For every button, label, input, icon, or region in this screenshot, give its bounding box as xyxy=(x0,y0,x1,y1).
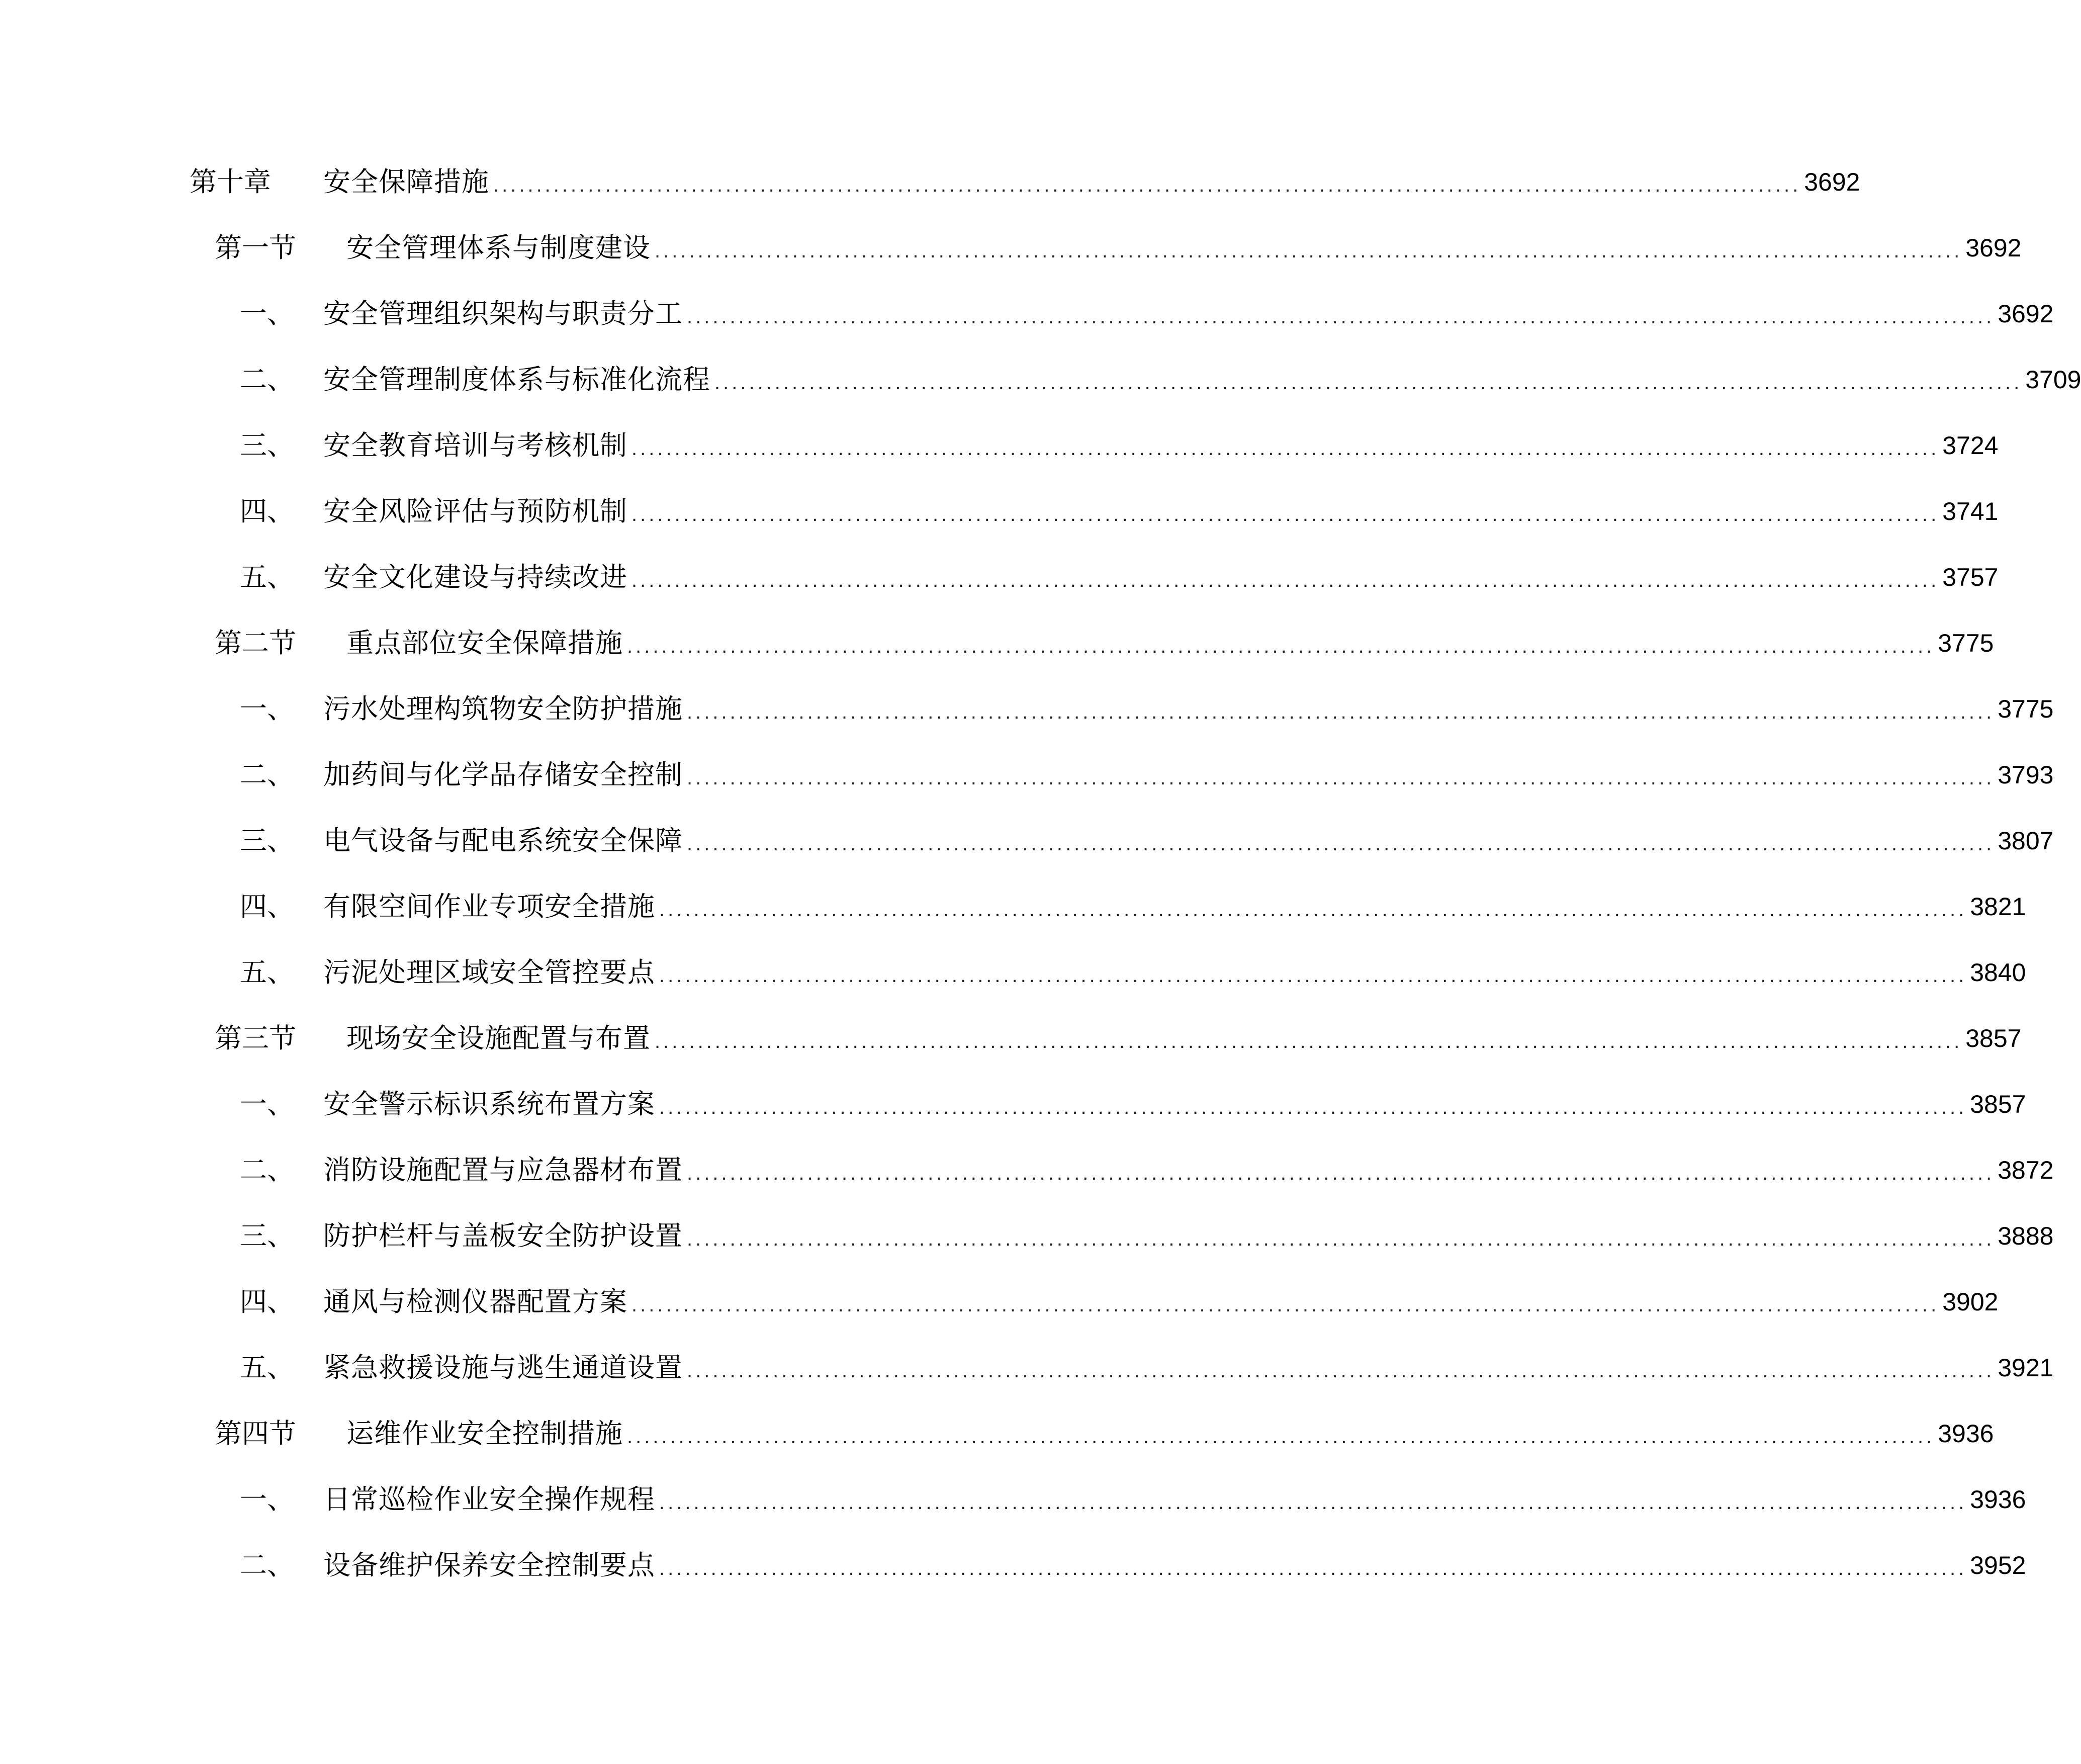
toc-leader-dots: ........................................................................................................................................................ xyxy=(714,372,2023,394)
toc-leader-dots: ........................................................................................................................................................ xyxy=(687,767,1995,789)
toc-entry-number: 三、 xyxy=(240,429,294,461)
toc-entry-item[interactable] xyxy=(240,947,2026,998)
toc-entry-title: 紧急救援设施与逃生通道设置 xyxy=(323,1352,683,1383)
toc-entry-title: 安全警示标识系统布置方案 xyxy=(323,1088,655,1120)
toc-leader-dots: ........................................................................................................................................................ xyxy=(631,437,1940,460)
toc-entry-page: 3872 xyxy=(1998,1156,2054,1184)
toc-leader-dots: ........................................................................................................................................................ xyxy=(493,174,1801,196)
toc-entry-item[interactable] xyxy=(240,420,1999,471)
toc-entry-number: 一、 xyxy=(240,693,294,725)
toc-entry-title: 有限空间作业专项安全措施 xyxy=(323,891,655,922)
toc-entry-number: 一、 xyxy=(240,1088,294,1120)
toc-entry-number: 一、 xyxy=(240,298,294,329)
toc-entry-number: 三、 xyxy=(240,825,294,856)
toc-entry-item[interactable] xyxy=(240,1343,2054,1393)
toc-leader-dots: ........................................................................................................................................................ xyxy=(627,635,1935,657)
toc-entry-title: 安全管理制度体系与标准化流程 xyxy=(323,364,710,395)
toc-entry-title: 安全文化建设与持续改进 xyxy=(323,561,627,593)
toc-entry-title: 防护栏杆与盖板安全防护设置 xyxy=(323,1220,683,1252)
toc-leader-dots: ........................................................................................................................................................ xyxy=(687,701,1995,723)
toc-entry-number: 四、 xyxy=(240,1286,294,1317)
toc-entry-item[interactable] xyxy=(240,1540,2026,1591)
toc-leader-dots: ........................................................................................................................................................ xyxy=(659,964,1967,987)
toc-entry-item[interactable] xyxy=(240,1145,2054,1195)
toc-entry-number: 三、 xyxy=(240,1220,294,1252)
toc-entry-page: 3724 xyxy=(1942,431,1999,460)
toc-leader-dots: ........................................................................................................................................................ xyxy=(631,569,1940,591)
toc-leader-dots: ........................................................................................................................................................ xyxy=(631,1294,1940,1316)
toc-entry-item[interactable] xyxy=(240,1474,2026,1525)
toc-entry-title: 电气设备与配电系统安全保障 xyxy=(323,825,683,856)
toc-entry-title: 消防设施配置与应急器材布置 xyxy=(323,1154,683,1186)
toc-entry-section-1[interactable] xyxy=(215,223,2022,273)
toc-entry-number: 五、 xyxy=(240,561,294,593)
toc-leader-dots: ........................................................................................................................................................ xyxy=(659,899,1967,921)
toc-entry-chapter-10[interactable] xyxy=(190,157,1860,207)
toc-entry-number: 五、 xyxy=(240,1352,294,1383)
toc-leader-dots: ........................................................................................................................................................ xyxy=(687,306,1995,328)
toc-entry-page: 3692 xyxy=(1965,234,2022,262)
toc-entry-item[interactable] xyxy=(240,1211,2054,1261)
toc-entry-section-2[interactable] xyxy=(215,618,1994,668)
toc-entry-title: 加药间与化学品存储安全控制 xyxy=(323,759,683,790)
toc-entry-page: 3775 xyxy=(1938,629,1994,657)
toc-leader-dots: ........................................................................................................................................................ xyxy=(659,1096,1967,1118)
toc-entry-title: 污泥处理区域安全管控要点 xyxy=(323,956,655,988)
toc-leader-dots: ........................................................................................................................................................ xyxy=(687,1162,1995,1184)
toc-entry-number: 二、 xyxy=(240,1154,294,1186)
toc-leader-dots: ........................................................................................................................................................ xyxy=(659,1557,1967,1579)
toc-entry-title: 安全风险评估与预防机制 xyxy=(323,495,627,527)
toc-entry-number: 一、 xyxy=(240,1483,294,1515)
toc-entry-title: 安全管理体系与制度建设 xyxy=(346,232,651,263)
toc-entry-number: 四、 xyxy=(240,495,294,527)
toc-leader-dots: ........................................................................................................................................................ xyxy=(687,1228,1995,1250)
toc-entry-page: 3741 xyxy=(1942,497,1999,525)
toc-entry-item[interactable] xyxy=(240,684,2054,734)
toc-entry-page: 3840 xyxy=(1970,958,2026,987)
toc-entry-page: 3936 xyxy=(1970,1485,2026,1514)
toc-entry-title: 安全保障措施 xyxy=(323,166,489,198)
toc-entry-title: 安全管理组织架构与职责分工 xyxy=(323,298,683,329)
toc-entry-page: 3775 xyxy=(1998,695,2054,723)
toc-entry-item[interactable] xyxy=(240,816,2054,866)
toc-entry-number: 第一节 xyxy=(215,232,296,263)
toc-entry-page: 3857 xyxy=(1965,1024,2022,1052)
toc-entry-page: 3821 xyxy=(1970,893,2026,921)
toc-entry-title: 现场安全设施配置与布置 xyxy=(346,1022,651,1054)
toc-entry-page: 3692 xyxy=(1998,300,2054,328)
toc-leader-dots: ........................................................................................................................................................ xyxy=(687,1360,1995,1382)
toc-entry-page: 3793 xyxy=(1998,761,2054,789)
toc-entry-section-3[interactable] xyxy=(215,1013,2022,1064)
toc-entry-number: 第二节 xyxy=(215,627,296,659)
toc-leader-dots: ........................................................................................................................................................ xyxy=(659,1491,1967,1514)
toc-entry-title: 污水处理构筑物安全防护措施 xyxy=(323,693,683,725)
toc-entry-title: 安全教育培训与考核机制 xyxy=(323,429,627,461)
toc-entry-item[interactable] xyxy=(240,289,2054,339)
toc-entry-page: 3857 xyxy=(1970,1090,2026,1118)
toc-entry-number: 二、 xyxy=(240,759,294,790)
toc-entry-title: 日常巡检作业安全操作规程 xyxy=(323,1483,655,1515)
toc-entry-item[interactable] xyxy=(240,1079,2026,1129)
toc-entry-page: 3888 xyxy=(1998,1222,2054,1250)
toc-entry-title: 运维作业安全控制措施 xyxy=(346,1418,623,1449)
toc-entry-item[interactable] xyxy=(240,881,2026,932)
toc-entry-item[interactable] xyxy=(240,552,1999,602)
toc-leader-dots: ........................................................................................................................................................ xyxy=(655,1030,1963,1052)
toc-entry-page: 3921 xyxy=(1998,1354,2054,1382)
toc-entry-title: 重点部位安全保障措施 xyxy=(346,627,623,659)
toc-entry-number: 二、 xyxy=(240,364,294,395)
toc-entry-section-4[interactable] xyxy=(215,1408,1994,1459)
toc-entry-page: 3936 xyxy=(1938,1420,1994,1448)
toc-entry-title: 设备维护保养安全控制要点 xyxy=(323,1549,655,1581)
toc-entry-number: 第四节 xyxy=(215,1418,296,1449)
toc-entry-number: 第三节 xyxy=(215,1022,296,1054)
toc-entry-number: 二、 xyxy=(240,1549,294,1581)
toc-leader-dots: ........................................................................................................................................................ xyxy=(627,1426,1935,1448)
toc-entry-number: 四、 xyxy=(240,891,294,922)
toc-entry-page: 3952 xyxy=(1970,1551,2026,1579)
toc-leader-dots: ........................................................................................................................................................ xyxy=(687,833,1995,855)
toc-leader-dots: ........................................................................................................................................................ xyxy=(655,240,1963,262)
toc-entry-item[interactable] xyxy=(240,1277,1999,1327)
toc-entry-page: 3757 xyxy=(1942,563,1999,591)
toc-entry-number: 第十章 xyxy=(190,166,271,198)
toc-entry-page: 3692 xyxy=(1804,168,1860,196)
toc-entry-title: 通风与检测仪器配置方案 xyxy=(323,1286,627,1317)
toc-leader-dots: ........................................................................................................................................................ xyxy=(631,503,1940,525)
toc-entry-page: 3709 xyxy=(2025,366,2081,394)
toc-entry-page: 3807 xyxy=(1998,827,2054,855)
toc-entry-item[interactable] xyxy=(240,355,2081,405)
toc-entry-number: 五、 xyxy=(240,956,294,988)
toc-entry-item[interactable] xyxy=(240,750,2054,800)
toc-entry-item[interactable] xyxy=(240,486,1999,537)
toc-entry-page: 3902 xyxy=(1942,1288,1999,1316)
